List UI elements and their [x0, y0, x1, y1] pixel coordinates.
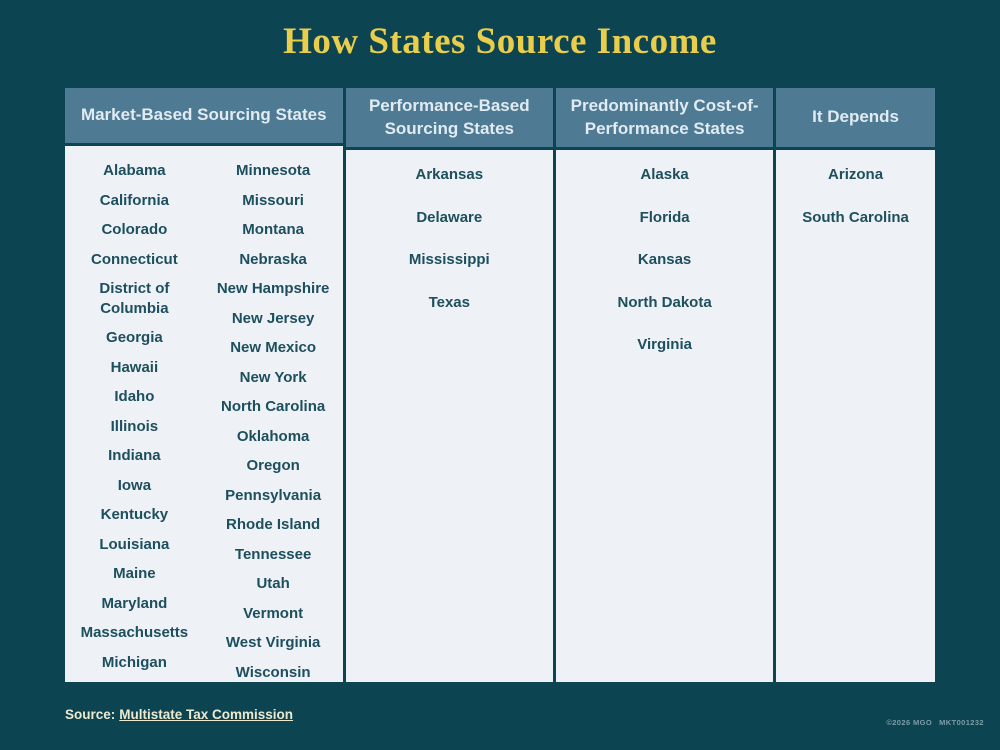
- copyright-text: [886, 718, 984, 727]
- column-market-based: [65, 88, 343, 682]
- state-item: Alaska: [640, 166, 689, 183]
- state-item: California: [99, 191, 169, 209]
- source-link[interactable]: Multistate Tax Commission: [119, 707, 294, 722]
- state-item: Minnesota: [236, 162, 311, 179]
- source-label: Source:: [65, 707, 116, 722]
- copyright-code: MKT001232: [939, 718, 984, 727]
- source-line: [65, 707, 293, 722]
- state-item: Illinois: [110, 417, 159, 435]
- state-item: Florida: [639, 208, 690, 226]
- state-item: New Hampshire: [216, 280, 330, 297]
- state-item: Maryland: [101, 594, 168, 612]
- state-item: District of Columbia: [99, 280, 170, 317]
- state-item: Michigan: [101, 653, 167, 671]
- state-item: Indiana: [108, 447, 161, 464]
- state-item: Utah: [256, 575, 290, 592]
- state-item: North Carolina: [221, 398, 326, 415]
- state-item: Iowa: [117, 476, 152, 494]
- state-item: Missouri: [242, 191, 304, 209]
- column-header-it-depends: It Depends: [776, 88, 935, 150]
- state-item: New Jersey: [231, 309, 315, 327]
- copyright-company: ©2026 MGO: [886, 718, 933, 727]
- state-item: Kentucky: [100, 506, 169, 523]
- column-header-cost-of-performance: Predominantly Cost-of-Performance States: [556, 88, 773, 150]
- state-item: New Mexico: [230, 339, 317, 356]
- state-item: Hawaii: [110, 358, 159, 376]
- state-item: Louisiana: [99, 535, 170, 553]
- column-body-market-based: [65, 146, 343, 682]
- state-item: Georgia: [106, 329, 163, 346]
- state-item: Montana: [242, 221, 304, 238]
- state-item: Kansas: [637, 251, 692, 268]
- state-item: North Dakota: [617, 293, 712, 311]
- state-item: Alabama: [103, 162, 166, 179]
- state-item: Mississippi: [408, 251, 490, 268]
- state-item: West Virginia: [225, 634, 321, 651]
- page-title: How States Source Income: [283, 21, 717, 62]
- state-item: Wisconsin: [235, 663, 311, 681]
- state-item: Massachusetts: [80, 624, 189, 641]
- state-item: Arkansas: [415, 166, 484, 183]
- performance-based-list: [346, 150, 554, 682]
- column-header-performance-based: Performance-Based Sourcing States: [346, 88, 554, 150]
- state-item: Virginia: [637, 336, 692, 353]
- it-depends-list: [776, 150, 935, 682]
- market-based-sublist-1: [65, 161, 204, 682]
- state-item: Nebraska: [239, 250, 307, 268]
- state-item: South Carolina: [802, 208, 909, 226]
- state-item: New York: [239, 368, 307, 386]
- state-item: Idaho: [114, 388, 155, 405]
- column-header-market-based: Market-Based Sourcing States: [65, 88, 343, 146]
- state-item: Pennsylvania: [225, 486, 322, 504]
- state-item: Maine: [113, 565, 156, 582]
- state-item: Oklahoma: [236, 427, 310, 445]
- column-performance-based: [343, 88, 554, 682]
- column-cost-of-performance: [553, 88, 773, 682]
- state-item: Texas: [428, 293, 470, 311]
- state-item: Oregon: [246, 457, 300, 474]
- state-item: Connecticut: [91, 250, 178, 268]
- cost-of-performance-list: [556, 150, 773, 682]
- column-it-depends: [773, 88, 935, 682]
- state-item: Delaware: [416, 208, 483, 226]
- state-item: Rhode Island: [226, 516, 321, 533]
- state-item: Colorado: [101, 221, 168, 238]
- state-item: Tennessee: [234, 545, 312, 563]
- state-item: Arizona: [828, 166, 884, 183]
- state-item: Vermont: [243, 604, 304, 622]
- market-based-sublist-2: [204, 161, 343, 682]
- states-table: [65, 88, 935, 682]
